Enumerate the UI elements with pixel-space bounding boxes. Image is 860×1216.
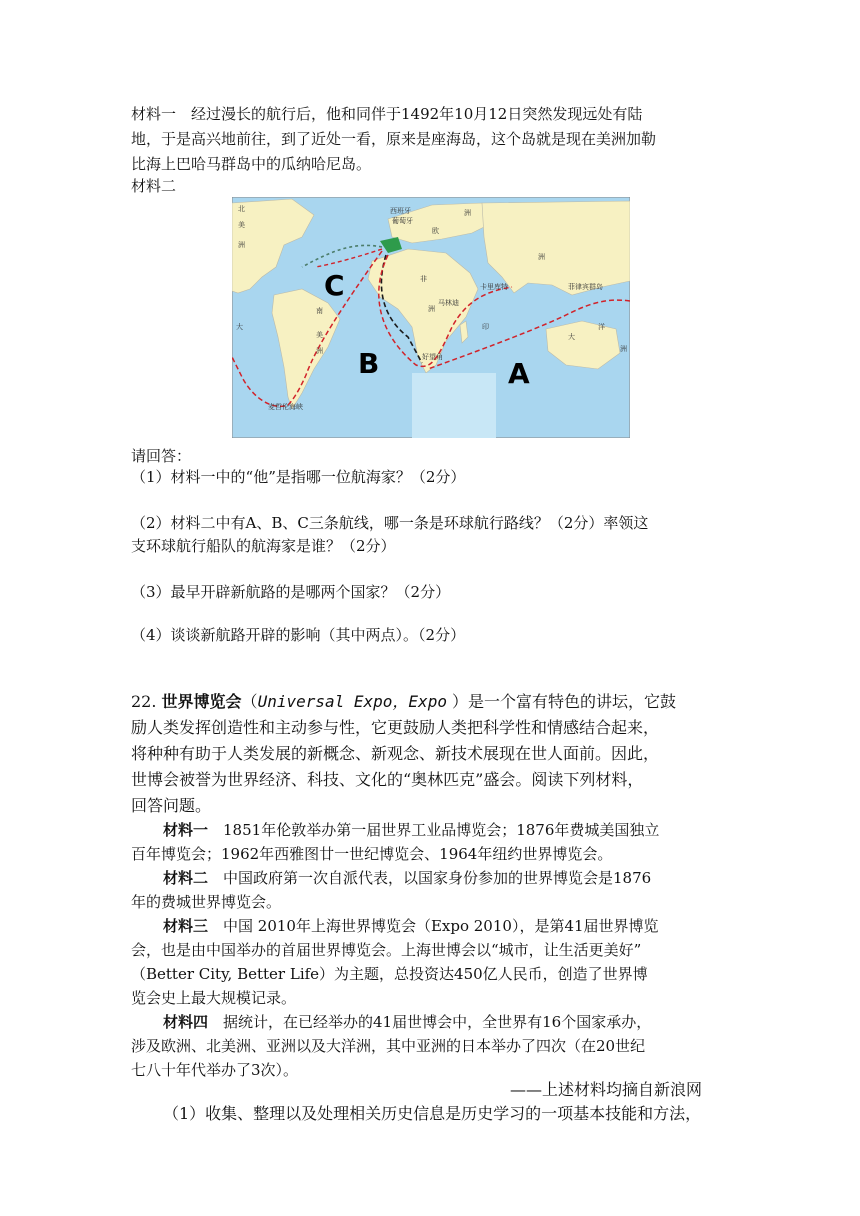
label-sa-3: 洲 (316, 347, 323, 355)
q22-paren-open: （ (241, 692, 258, 711)
label-sa-2: 美 (316, 331, 323, 339)
q22-intro-line1 (131, 692, 676, 712)
q21-q2-line1: （2）材料二中有A、B、C三条航线，哪一条是环球航行路线？（2分）率领这 (131, 514, 649, 532)
route-label-a: A (508, 357, 530, 390)
q22-m2-label: 材料二 (163, 869, 209, 887)
label-oc-1: 大 (568, 333, 575, 341)
label-pacific: 大 (236, 323, 243, 331)
q22-title: 世界博览会 (161, 692, 242, 711)
q21-q1: （1）材料一中的“他”是指哪一位航海家？（2分） (131, 468, 466, 486)
label-af-2: 洲 (428, 305, 435, 313)
q22-m1-line2: 百年博览会；1962年西雅图廿一世纪博览会、1964年纽约世界博览会。 (131, 845, 613, 863)
q21-material1-line2: 地，于是高兴地前往，到了近处一看，原来是座海岛，这个岛就是现在美洲加勒 (131, 130, 657, 148)
q22-m4-line3: 七八十年代举办了3次）。 (131, 1061, 299, 1079)
q21-ask: 请回答： (131, 447, 192, 465)
label-malindi: 马林迪 (438, 299, 459, 307)
q21-material1-line1: 材料一 经过漫长的航行后，他和同伴于1492年10月12日突然发现远处有陆 (131, 105, 643, 123)
label-eu-1: 欧 (432, 227, 439, 235)
q22-m3-line2: 会，也是由中国举办的首届世界博览会。上海世博会以“城市，让生活更美好” (131, 941, 642, 959)
inset-box (412, 373, 496, 438)
q22-intro-rest: ）是一个富有特色的讲坛，它鼓 (446, 692, 677, 711)
label-af-1: 非 (420, 275, 427, 283)
q22-m1-line1 (163, 820, 659, 840)
q22-m3-line4: 览会史上最大规模记录。 (131, 989, 297, 1007)
q22-m2-line2: 年的费城世界博览会。 (131, 893, 282, 911)
label-oc-2: 洋 (598, 323, 605, 331)
label-indian: 印 (482, 323, 489, 331)
label-spain: 西班牙 (390, 207, 411, 215)
label-portugal: 葡萄牙 (392, 217, 413, 225)
q22-m4-line2: 涉及欧洲、北美洲、亚洲以及大洋洲，其中亚洲的日本举办了四次（在20世纪 (131, 1037, 646, 1055)
voyage-map (232, 197, 630, 438)
q22-m3-label: 材料三 (163, 917, 209, 935)
label-eu-2: 洲 (464, 209, 471, 217)
label-na-2: 美 (238, 221, 245, 229)
q22-m2-line1 (163, 868, 651, 888)
q22-m3-text1: 中国 2010年上海世界博览会（Expo 2010），是第41届世界博览 (208, 917, 659, 935)
route-label-c: C (324, 269, 345, 302)
q22-m2-text1: 中国政府第一次自派代表，以国家身份参加的世界博览会是1876 (208, 869, 652, 887)
label-philippines: 菲律宾群岛 (568, 283, 603, 291)
q22-m4-text1: 据统计，在已经举办的41届世博会中，全世界有16个国家承办， (208, 1013, 652, 1031)
q22-intro-line2: 励人类发挥创造性和主动参与性，它更鼓励人类把科学性和情感结合起来， (131, 718, 660, 737)
q22-source: ——上述材料均摘自新浪网 (510, 1080, 703, 1099)
q22-m1-text1: 1851年伦敦举办第一届世界工业品博览会；1876年费城美国独立 (208, 821, 660, 839)
q22-title-en: Universal Expo，Expo (257, 692, 447, 711)
label-na-3: 洲 (238, 241, 245, 249)
q21-q4: （4）谈谈新航路开辟的影响（其中两点）。（2分） (131, 626, 466, 644)
label-strait: 麦哲伦海峡 (268, 403, 303, 411)
q22-intro-line4: 世博会被誉为世界经济、科技、文化的“奥林匹克”盛会。阅读下列材料， (131, 770, 644, 789)
q21-material2-title: 材料二 (131, 177, 177, 195)
label-na-1: 北 (238, 205, 245, 213)
q22-intro-line3: 将种种有助于人类发展的新概念、新观念、新技术展现在世人面前。因此， (131, 744, 660, 763)
q22-m4-label: 材料四 (163, 1013, 209, 1031)
q22-m3-line1 (163, 916, 659, 936)
q22-m4-line1 (163, 1012, 651, 1032)
route-label-b: B (358, 347, 380, 380)
label-sa-1: 南 (316, 307, 323, 315)
voyage-map-figure (232, 197, 630, 438)
q22-intro-line5: 回答问题。 (131, 796, 212, 815)
label-cape: 好望角 (422, 353, 443, 361)
q21-q2-line2: 支环球航行船队的航海家是谁？（2分） (131, 537, 396, 555)
q22-m1-label: 材料一 (163, 821, 209, 839)
label-calicut: 卡里库特 (480, 283, 508, 291)
q22-number: 22. (131, 692, 162, 711)
q22-m3-line3: （Better City, Better Life）为主题，总投资达450亿人民币，创造了世界博 (131, 965, 648, 983)
q22-q1: （1）收集、整理以及处理相关历史信息是历史学习的一项基本技能和方法， (163, 1104, 702, 1123)
label-asia: 洲 (538, 253, 545, 261)
label-oc-3: 洲 (620, 345, 627, 353)
q21-q3: （3）最早开辟新航路的是哪两个国家？（2分） (131, 583, 451, 601)
q21-material1-line3: 比海上巴哈马群岛中的瓜纳哈尼岛。 (131, 155, 372, 173)
